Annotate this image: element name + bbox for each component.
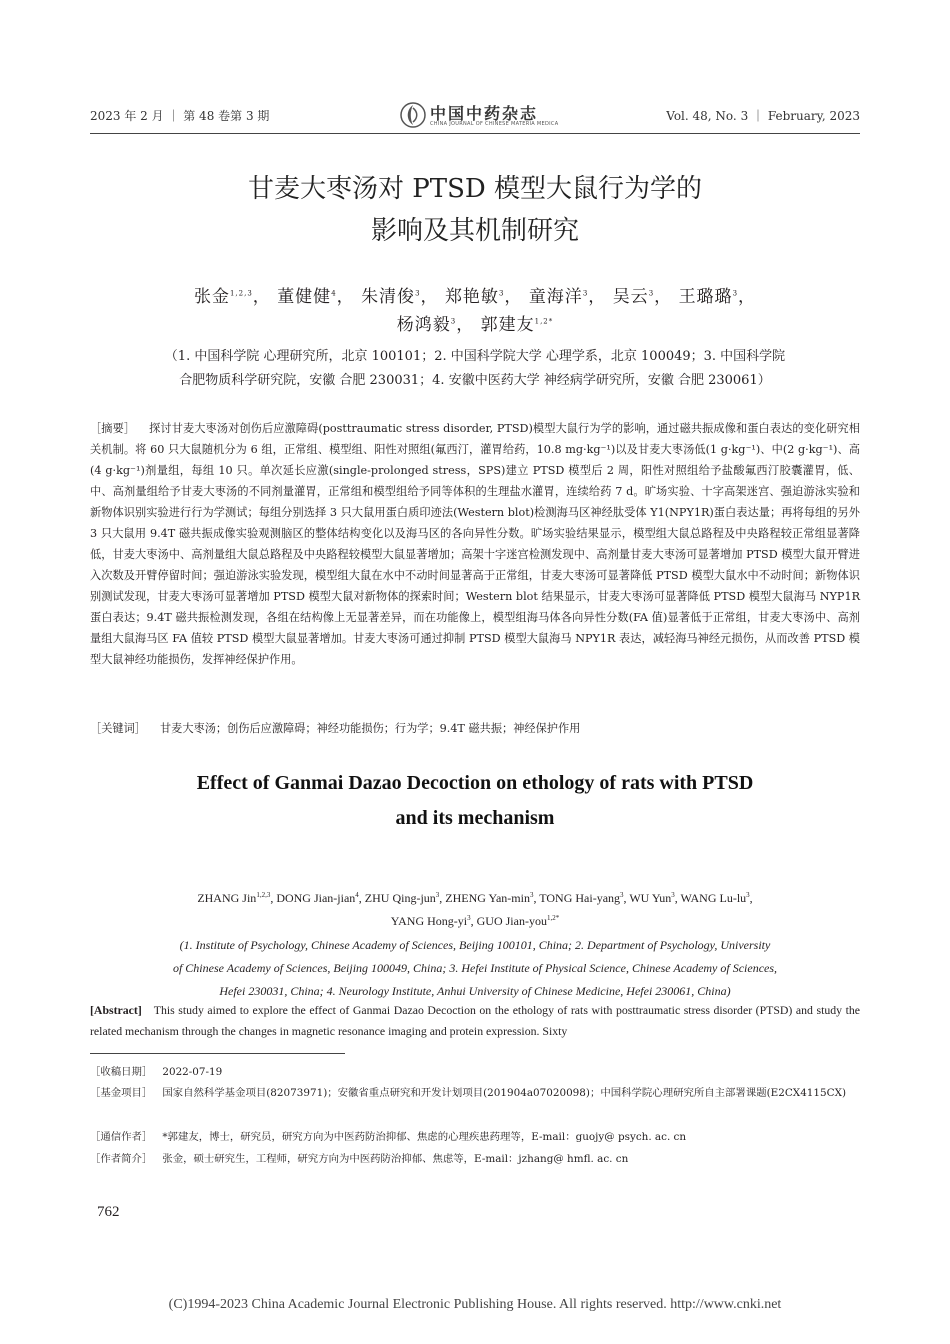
author-affil-sup: 4 <box>355 891 359 899</box>
keywords-cn-label: ［关键词］ <box>90 722 146 735</box>
authors-cn <box>90 283 860 339</box>
header-rule <box>90 133 860 134</box>
issue-info: 2023 年 2 月 ｜ 第 48 卷第 3 期 <box>90 109 270 123</box>
authors-en-line2: YANG Hong-$yi^3$, GUO Jian-you$^{1,2*}$ <box>390 914 560 928</box>
author-affil-sup: 3 <box>450 317 457 326</box>
funding-label: ［基金项目］ <box>90 1087 153 1099</box>
journal-emblem-icon <box>400 102 426 128</box>
author-name-en: ZHENG Yan-min <box>445 891 530 905</box>
abstract-en-text: This study aimed to explore the effect of Ganmai Dazao Decoction on the ethology of rats with posttraumatic stress disorder (PTSD) and study the related mechanism through the changes in magnetic resonance imaging and protein expression. Sixty <box>90 1003 860 1038</box>
author-affil-sup: 3 <box>732 289 739 298</box>
author-name-en: DONG Jian-jian <box>276 891 356 905</box>
affiliation-en-line: Hefei 230031, China; 4. Neurology Institute, Anhui University of Chinese Medicine, Hefei 230061, China) <box>219 984 731 998</box>
author-name: 董健健 <box>277 287 332 307</box>
author-name-en: ZHANG Jin <box>197 891 257 905</box>
author-affil-sup: 3 <box>467 914 471 922</box>
author-name: 郭建友 <box>480 315 535 335</box>
funding-text: 国家自然科学基金项目(82073971)；安徽省重点研究和开发计划项目(201904a07020098)；中国科学院心理研究所自主部署课题(E2CX4115CX) <box>162 1087 847 1099</box>
author-affil-sup: 3 <box>582 289 589 298</box>
title-en <box>90 766 860 836</box>
title-cn-line: 甘麦大枣汤对 PTSD 模型大鼠行为学的 <box>247 174 703 204</box>
author-affil-sup: 1,2,3 <box>229 289 253 298</box>
affiliation-en-line: (1. Institute of Psychology, Chinese Academy of Sciences, Beijing 100101, China; 2. Department of Psychology, University <box>179 938 771 952</box>
author-affil-sup: 1,2* <box>534 317 554 326</box>
title-cn <box>90 168 860 252</box>
author-bio-label: ［作者简介］ <box>90 1153 153 1165</box>
footnote-funding <box>90 1083 860 1104</box>
author-affil-sup: 3 <box>746 891 750 899</box>
authors-cn-line1: 张金$^{1,2,3}$， 董健健$^4$， 朱清俊$^3$， 郑艳敏$^3$， 童海洋$^3$， 吴云$^3$， 王璐璐$^3$， <box>193 287 757 307</box>
authors-en <box>90 887 860 933</box>
author-name-en: TONG Hai-yang <box>539 891 621 905</box>
author-affil-sup: 4 <box>331 289 337 298</box>
abstract-en-label: [Abstract] <box>90 1003 142 1017</box>
journal-name-cn: 中国中药杂志 <box>430 104 539 123</box>
page-number: 762 <box>97 1204 120 1220</box>
footnote-corresponding <box>90 1127 860 1148</box>
author-affil-sup: 3 <box>529 891 534 899</box>
received-label: ［收稿日期］ <box>90 1066 153 1078</box>
keywords-cn <box>90 718 860 739</box>
keywords-cn-text: 甘麦大枣汤；创伤后应激障碍；神经功能损伤；行为学；9.4T 磁共振；神经保护作用 <box>159 722 581 735</box>
author-name: 张金 <box>193 287 230 307</box>
author-affil-sup: 1,2,3 <box>256 891 271 899</box>
author-name-en: GUO Jian-you <box>476 914 547 928</box>
author-affil-sup: 3 <box>435 891 440 899</box>
author-name-en: WANG Lu-lu <box>680 891 747 905</box>
author-bio-text: 张金，硕士研究生，工程师，研究方向为中医药防治抑郁、焦虑等，E-mail：jzhang@ hmfl. ac. cn <box>162 1153 629 1165</box>
abstract-cn-text: 探讨甘麦大枣汤对创伤后应激障碍(posttraumatic stress disorder, PTSD)模型大鼠行为学的影响，通过磁共振成像和蛋白表达的变化研究相关机制。将 60 只大鼠随机分为 6 组，正常组、模型组、阳性对照组(氟西汀，灌胃给药，10.8 mg·kg⁻¹)以及甘麦大枣汤低(1 g·kg⁻¹)、中(2 g·kg⁻¹)、高(4 g·kg⁻¹)剂量组，每组 10 只。单次延长应激(single-prolonged stress，SPS)建立 PTSD 模型后 2 周，阳性对照组给予盐酸氟西汀胶囊灌胃，低、中、高剂量组给予甘麦大枣汤的不同剂量灌胃，正常组和模型组给予同等体积的生理盐水灌胃，连续给药 7 d。旷场实验、十字高架迷宫、强迫游泳实验和新物体识别实验进行行为学测试；每组分别选择 3 只大鼠用蛋白质印迹法(Western blot)检测海马区神经肽受体 Y1(NPY1R)蛋白表达量；再将每组的另外 3 只大鼠用 9.4T 磁共振成像实验观测脑区的整体结构变化以及海马区的各向异性分数。旷场实验结果显示，模型组大鼠总路程及中央路程较正常组显著降低，甘麦大枣汤中、高剂量组大鼠总路程及中央路程较模型大鼠显著增加；高架十字迷宫检测发现中、高剂量甘麦大枣汤可显著增加 PTSD 模型大鼠开臂进入次数及开臂停留时间；强迫游泳实验发现，模型组大鼠在水中不动时间显著高于正常组，甘麦大枣汤可显著降低 PTSD 模型大鼠水中不动时间；新物体识别测试发现，甘麦大枣汤可显著增加 PTSD 模型大鼠对新物体的探索时间；Western blot 结果显示，甘麦大枣汤可显著降低 PTSD 模型大鼠海马 NYP1R 蛋白表达；9.4T 磁共振检测发现，各组在结构像上无显著差异，而在功能像上，模型组海马体各向异性分数(FA 值)显著低于正常组，甘麦大枣汤中、高剂量组大鼠海马区 FA 值较 PTSD 模型大鼠显著增加。甘麦大枣汤可通过抑制 PTSD 模型大鼠海马 NPY1R 表达，减轻海马神经元损伤，从而改善 PTSD 模型大鼠神经功能损伤，发挥神经保护作用。 <box>90 422 860 666</box>
author-name: 王璐璐 <box>678 287 733 307</box>
author-name-en: WU Yun <box>629 891 672 905</box>
volume-info: Vol. 48, No. 3 ｜ February, 2023 <box>666 109 860 123</box>
author-affil-sup: 3 <box>415 289 421 298</box>
author-name: 童海洋 <box>528 287 583 307</box>
journal-logo <box>400 101 570 131</box>
author-name-en: ZHU Qing-jun <box>364 891 436 905</box>
footnote-author-bio <box>90 1149 860 1170</box>
author-affil-sup: 3 <box>648 289 655 298</box>
footnote-rule <box>90 1053 345 1054</box>
copyright-notice: (C)1994-2023 China Academic Journal Electronic Publishing House. All rights reserved. http://www.cnki.net <box>168 1297 782 1312</box>
affiliation-line: （1. 中国科学院 心理研究所，北京 100101；2. 中国科学院大学 心理学系，北京 100049；3. 中国科学院 <box>164 349 786 364</box>
abstract-cn-label: ［摘要］ <box>90 422 136 435</box>
author-affil-sup: 3 <box>498 289 505 298</box>
author-affil-sup: 3 <box>671 891 675 899</box>
footnote-received <box>90 1062 860 1083</box>
author-name: 杨鸿毅 <box>396 315 451 335</box>
title-cn-line: 影响及其机制研究 <box>370 216 579 246</box>
corresponding-text: *郭建友，博士，研究员，研究方向为中医药防治抑郁、焦虑的心理疾患药理等，E-mail：guojy@ psych. ac. cn <box>162 1131 687 1143</box>
author-name: 朱清俊 <box>361 287 416 307</box>
authors-cn-line2: 杨鸿毅$^3$， 郭建友$^{1,2*}$ <box>396 315 554 335</box>
abstract-cn <box>90 418 860 670</box>
author-name: 郑艳敏 <box>444 287 499 307</box>
author-affil-sup: 3 <box>620 891 624 899</box>
journal-name-en: CHINA JOURNAL OF CHINESE MATERIA MEDICA <box>430 121 559 127</box>
author-name: 吴云 <box>612 287 649 307</box>
title-en-line: and its mechanism <box>395 807 555 829</box>
affiliations-en <box>90 934 860 1003</box>
affiliation-line: 合肥物质科学研究院，安徽 合肥 230031；4. 安徽中医药大学 神经病学研究所，安徽 合肥 230061） <box>179 373 771 388</box>
affiliation-en-line: of Chinese Academy of Sciences, Beijing 100049, China; 3. Hefei Institute of Physical Science, Chinese Academy of Sciences, <box>172 961 778 975</box>
abstract-en <box>90 1000 860 1042</box>
received-date: 2022-07-19 <box>162 1066 223 1078</box>
title-en-line: Effect of Ganmai Dazao Decoction on ethology of rats with PTSD <box>196 772 754 794</box>
affiliations-cn <box>90 345 860 393</box>
corresponding-label: ［通信作者］ <box>90 1131 153 1143</box>
authors-en-line1: ZHANG Jin$^{1,2,3}$, DONG Jian-jian$^4$, ZHU Qing-jun$^3$, ZHENG Yan-$\min^3$, TONG Hai-yang$^3$, WU Yun$^3$, WANG $Lu-lu^3$, <box>197 891 753 905</box>
author-name-en: YANG Hong-yi <box>390 914 468 928</box>
author-affil-sup: 1,2* <box>546 914 560 922</box>
